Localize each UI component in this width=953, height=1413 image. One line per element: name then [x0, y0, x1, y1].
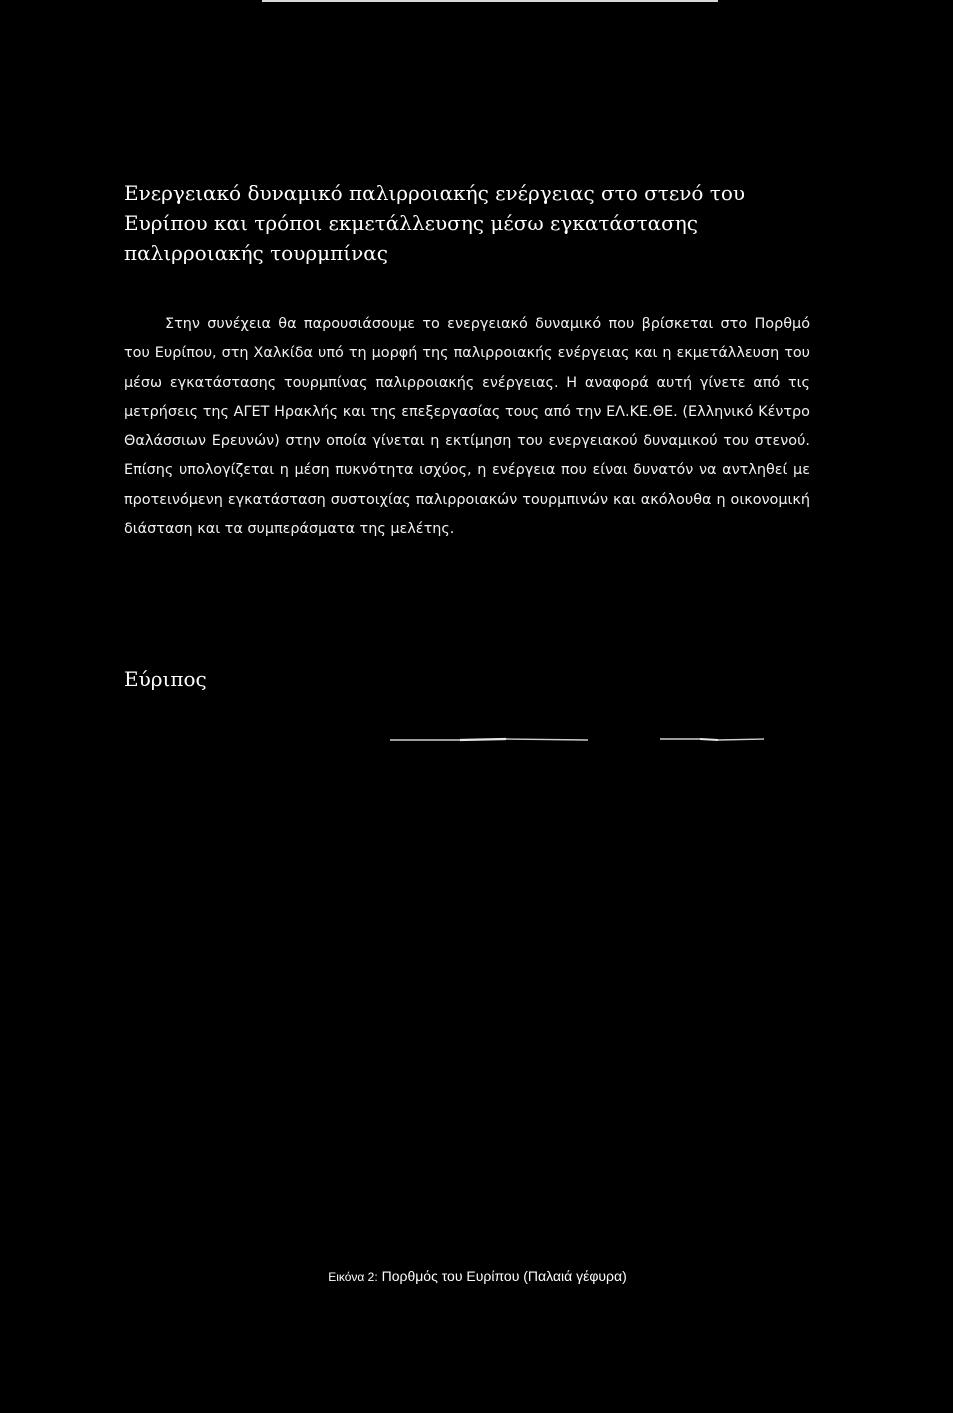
intro-paragraph: Στην συνέχεια θα παρουσιάσουμε το ενεργειακό δυναμικό που βρίσκεται στο Πορθμό του Ευρίπου, στη Χαλκίδα υπό τη μορφή της παλιρροιακής ενέργειας και η εκμετάλλευση του μέσω εγκατάστασης τουρμπίνας παλιρροιακής ενέργειας. Η αναφορά αυτή γίνετε από τις μετρήσεις της ΑΓΕΤ Ηρακλής και της επεξεργασίας τους από την ΕΛ.ΚΕ.ΘΕ. (Ελληνικό Κέντρο Θαλάσσιων Ερευνών) στην οποία γίνεται η εκτίμηση του ενεργειακού δυναμικού του στενού. Επίσης υπολογίζεται η μέση πυκνότητα ισχύος, η ενέργεια που είναι δυνατόν να αντληθεί με προτεινόμενη εγκατάσταση συστοιχίας παλιρροιακών τουρμπινών και ακόλουθα η οικονομική διάσταση και τα συμπεράσματα της μελέτης.: [124, 316, 810, 538]
photo-left-edge: [390, 739, 588, 740]
top-rule: [262, 0, 718, 2]
figure-caption: [0, 1266, 953, 1287]
caption-text: Πορθμός του Ευρίπου (Παλαιά γέφυρα): [381, 1268, 627, 1284]
bridge-photo: [376, 718, 776, 758]
document-title: Ενεργειακό δυναμικό παλιρροιακής ενέργειας στο στενό του Ευρίπου και τρόποι εκμετάλλευσης μέσω εγκατάστασης παλιρροιακής τουρμπίνας: [124, 181, 746, 265]
section-heading: Εύριπος: [124, 667, 207, 691]
caption-label: Εικόνα 2:: [328, 1270, 378, 1284]
photo-right-edge: [660, 739, 764, 740]
